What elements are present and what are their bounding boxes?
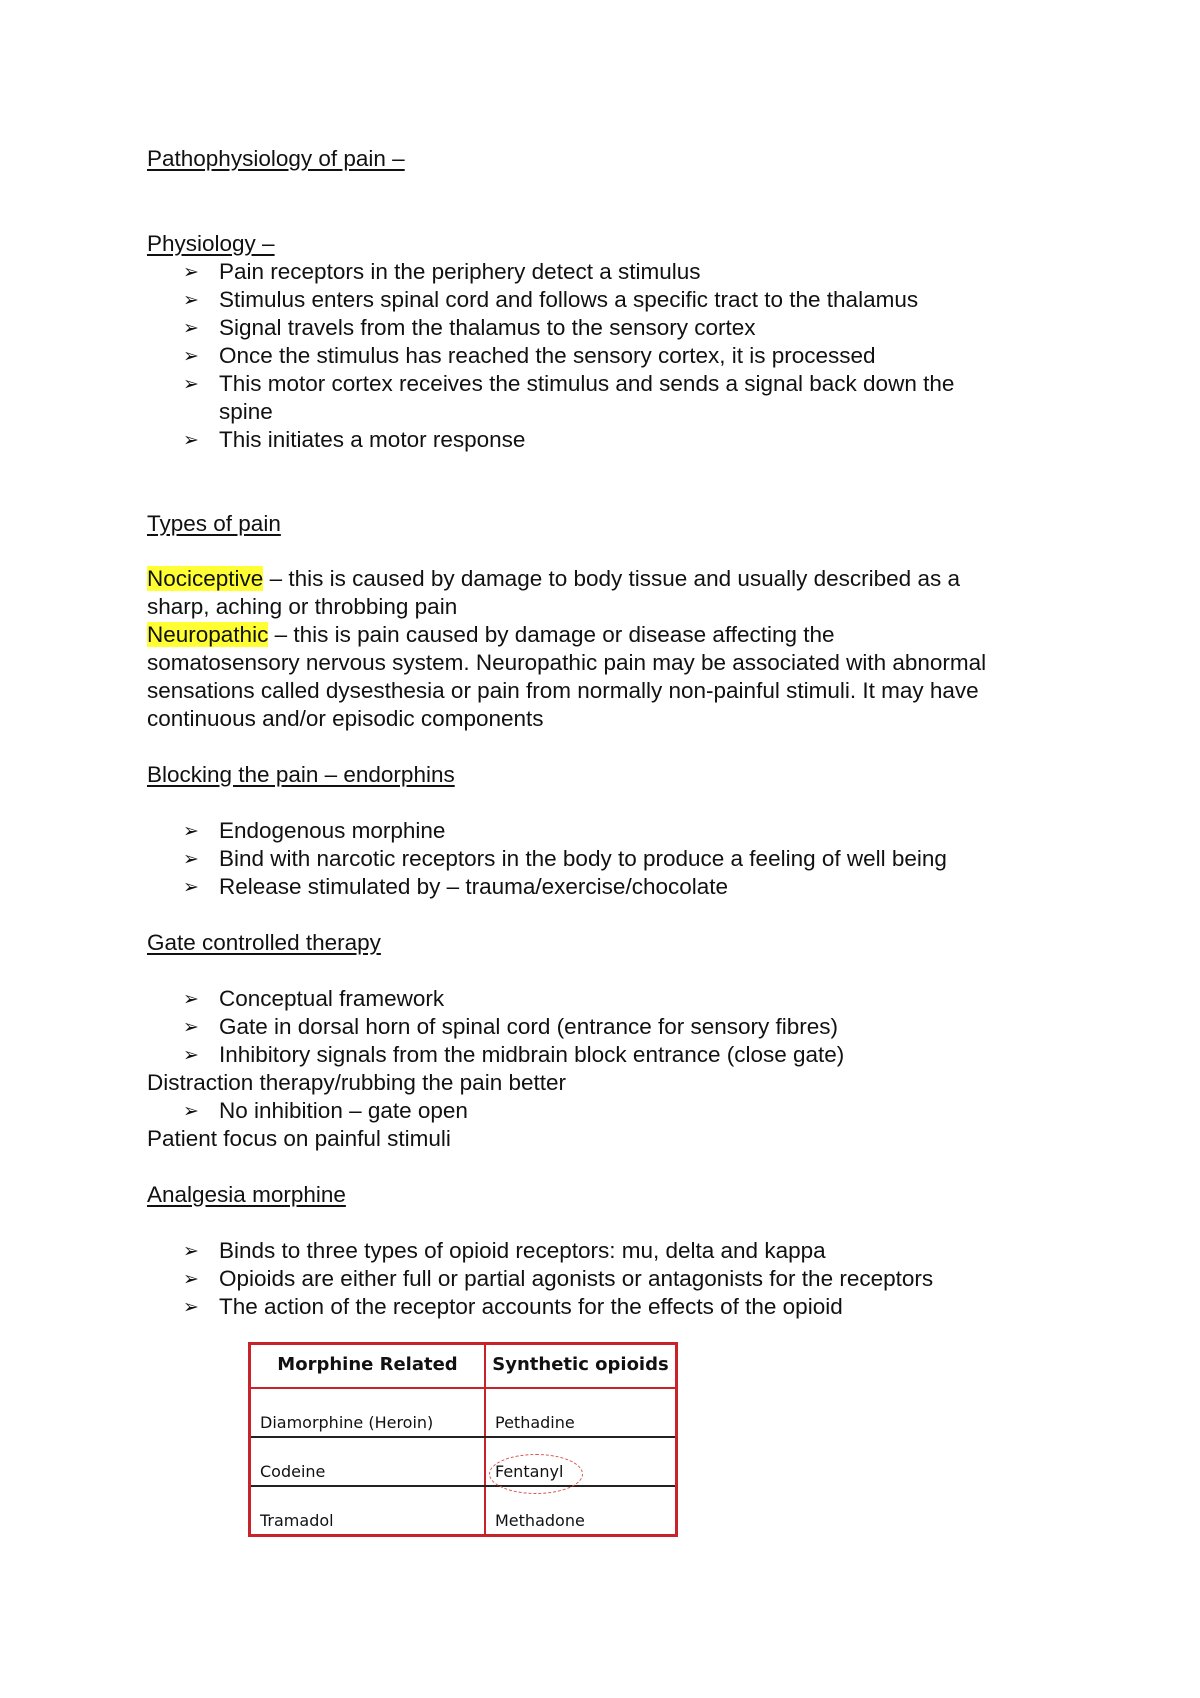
highlighted-term: Nociceptive (147, 566, 264, 591)
arrow-bullet-icon: ➢ (183, 877, 199, 898)
arrow-bullet-icon: ➢ (183, 1017, 199, 1038)
analgesia-heading: Analgesia morphine (147, 1182, 346, 1207)
hand-drawn-circle-icon (489, 1454, 583, 1494)
list-item: ➢ Signal travels from the thalamus to the sensory cortex (183, 315, 756, 340)
arrow-bullet-icon: ➢ (183, 989, 199, 1010)
arrow-bullet-icon: ➢ (183, 262, 199, 283)
list-item: ➢ Inhibitory signals from the midbrain block entrance (close gate) (183, 1042, 845, 1067)
list-item-continuation: spine (219, 399, 273, 424)
list-item: ➢ This motor cortex receives the stimulus and sends a signal back down the (183, 371, 955, 396)
gate-heading: Gate controlled therapy (147, 930, 381, 955)
arrow-bullet-icon: ➢ (183, 1101, 199, 1122)
arrow-bullet-icon: ➢ (183, 1269, 199, 1290)
table-header-row (250, 1344, 677, 1389)
arrow-bullet-icon: ➢ (183, 430, 199, 451)
arrow-bullet-icon: ➢ (183, 849, 199, 870)
list-item: ➢ Gate in dorsal horn of spinal cord (entrance for sensory fibres) (183, 1014, 839, 1039)
list-item: ➢ Endogenous morphine (183, 818, 446, 843)
list-item: ➢ Once the stimulus has reached the sensory cortex, it is processed (183, 343, 876, 368)
list-item: ➢ No inhibition – gate open (183, 1098, 468, 1123)
list-item: ➢ Binds to three types of opioid receptors: mu, delta and kappa (183, 1238, 826, 1263)
paragraph-line: Distraction therapy/rubbing the pain better (147, 1070, 566, 1095)
table-cell: Methadone (485, 1486, 677, 1536)
neuropathic-paragraph: Neuropathic – this is pain caused by damage or disease affecting the (147, 622, 835, 647)
types-heading: Types of pain (147, 511, 281, 536)
list-item: ➢ This initiates a motor response (183, 427, 526, 452)
arrow-bullet-icon: ➢ (183, 290, 199, 311)
table-header-cell: Morphine Related (250, 1344, 486, 1389)
arrow-bullet-icon: ➢ (183, 318, 199, 339)
list-item: ➢ Opioids are either full or partial agonists or antagonists for the receptors (183, 1266, 934, 1291)
blocking-heading: Blocking the pain – endorphins (147, 762, 455, 787)
list-item: ➢ Stimulus enters spinal cord and follows a specific tract to the thalamus (183, 287, 919, 312)
table-row (250, 1486, 677, 1536)
list-item: ➢ Pain receptors in the periphery detect a stimulus (183, 259, 701, 284)
arrow-bullet-icon: ➢ (183, 1297, 199, 1318)
list-item: ➢ Conceptual framework (183, 986, 445, 1011)
nociceptive-paragraph: Nociceptive – this is caused by damage to body tissue and usually described as a (147, 566, 960, 591)
arrow-bullet-icon: ➢ (183, 1241, 199, 1262)
list-item: ➢ The action of the receptor accounts for the effects of the opioid (183, 1294, 843, 1319)
table-row (250, 1388, 677, 1437)
paragraph-line: Patient focus on painful stimuli (147, 1126, 451, 1151)
highlighted-term: Neuropathic (147, 622, 269, 647)
table-header-cell: Synthetic opioids (485, 1344, 677, 1389)
list-item: ➢ Bind with narcotic receptors in the body to produce a feeling of well being (183, 846, 947, 871)
table-row (250, 1437, 677, 1486)
opioid-table (248, 1342, 678, 1537)
table-cell: Diamorphine (Heroin) (250, 1388, 486, 1437)
annotated-cell-text: Fentanyl (495, 1462, 563, 1481)
table-cell: Codeine (250, 1437, 486, 1486)
table-cell: Tramadol (250, 1486, 486, 1536)
arrow-bullet-icon: ➢ (183, 346, 199, 367)
table-cell (485, 1437, 677, 1486)
arrow-bullet-icon: ➢ (183, 1045, 199, 1066)
paragraph-line: sensations called dysesthesia or pain from normally non-painful stimuli. It may have (147, 678, 979, 703)
document-title: Pathophysiology of pain – (147, 146, 405, 171)
list-item: ➢ Release stimulated by – trauma/exercise/chocolate (183, 874, 729, 899)
paragraph-line: sharp, aching or throbbing pain (147, 594, 458, 619)
arrow-bullet-icon: ➢ (183, 374, 199, 395)
physiology-heading: Physiology – (147, 231, 275, 256)
paragraph-line: continuous and/or episodic components (147, 706, 544, 731)
table-cell: Pethadine (485, 1388, 677, 1437)
paragraph-line: somatosensory nervous system. Neuropathic pain may be associated with abnormal (147, 650, 987, 675)
arrow-bullet-icon: ➢ (183, 821, 199, 842)
